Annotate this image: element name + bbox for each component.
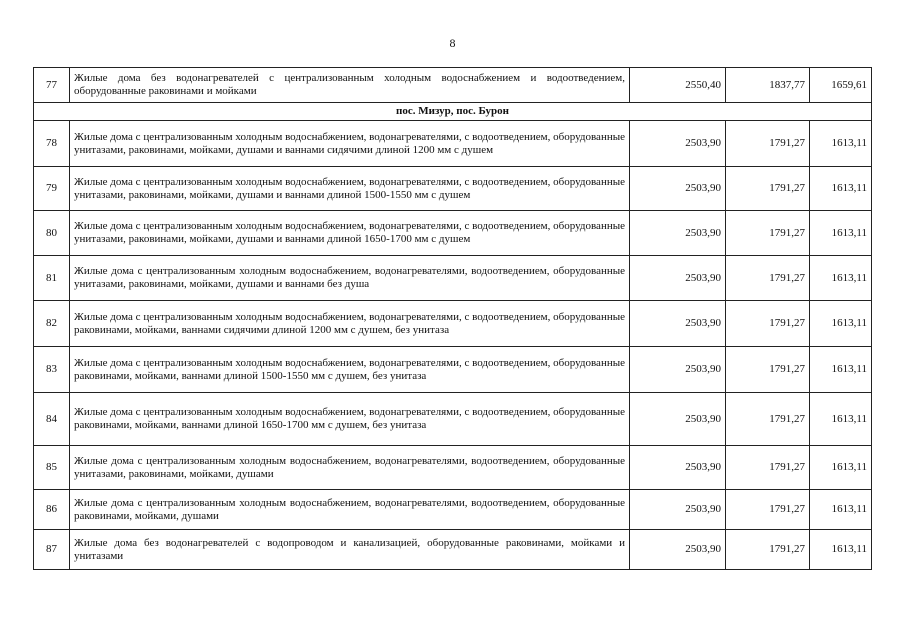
row-value-2: 1791,27 bbox=[726, 167, 810, 211]
row-number: 85 bbox=[34, 446, 70, 490]
row-number: 81 bbox=[34, 256, 70, 301]
row-value-2: 1837,77 bbox=[726, 68, 810, 103]
row-value-3: 1613,11 bbox=[810, 490, 872, 530]
row-description: Жилые дома с централизованным холодным водоснабжением, водонагревателями, с водоотведением, оборудованные унитазами, раковинами, мойками, душами и ваннами длиной 1650-1700 мм с душем bbox=[70, 211, 630, 256]
row-description: Жилые дома с централизованным холодным водоснабжением, водонагревателями, с водоотведением, оборудованные унитазами, раковинами, мойками, душами и ваннами сидячими длиной 1200 мм с душем bbox=[70, 121, 630, 167]
table-row bbox=[34, 68, 872, 103]
row-value-1: 2503,90 bbox=[630, 490, 726, 530]
row-value-3: 1613,11 bbox=[810, 301, 872, 347]
row-value-2: 1791,27 bbox=[726, 121, 810, 167]
row-number: 78 bbox=[34, 121, 70, 167]
row-number: 84 bbox=[34, 393, 70, 446]
row-value-1: 2503,90 bbox=[630, 301, 726, 347]
row-value-1: 2503,90 bbox=[630, 446, 726, 490]
row-value-3: 1613,11 bbox=[810, 256, 872, 301]
table-row bbox=[34, 301, 872, 347]
row-value-2: 1791,27 bbox=[726, 256, 810, 301]
table-row bbox=[34, 530, 872, 570]
row-description: Жилые дома с централизованным холодным водоснабжением, водонагревателями, водоотведением, оборудованные унитазами, раковинами, мойками, душами и ваннами без душа bbox=[70, 256, 630, 301]
row-value-2: 1791,27 bbox=[726, 211, 810, 256]
section-header-row bbox=[34, 103, 872, 121]
row-value-1: 2503,90 bbox=[630, 256, 726, 301]
row-value-1: 2503,90 bbox=[630, 347, 726, 393]
table-row bbox=[34, 256, 872, 301]
table-row bbox=[34, 446, 872, 490]
row-value-3: 1613,11 bbox=[810, 211, 872, 256]
row-value-3: 1613,11 bbox=[810, 446, 872, 490]
row-value-2: 1791,27 bbox=[726, 301, 810, 347]
table-row bbox=[34, 347, 872, 393]
row-description: Жилые дома без водонагревателей с водопроводом и канализацией, оборудованные раковинами, мойками и унитазами bbox=[70, 530, 630, 570]
row-value-3: 1613,11 bbox=[810, 530, 872, 570]
section-title: пос. Мизур, пос. Бурон bbox=[34, 103, 872, 121]
row-number: 82 bbox=[34, 301, 70, 347]
row-number: 79 bbox=[34, 167, 70, 211]
row-value-3: 1659,61 bbox=[810, 68, 872, 103]
table-row bbox=[34, 167, 872, 211]
row-number: 80 bbox=[34, 211, 70, 256]
row-value-1: 2550,40 bbox=[630, 68, 726, 103]
row-number: 87 bbox=[34, 530, 70, 570]
table-row bbox=[34, 490, 872, 530]
table-row bbox=[34, 211, 872, 256]
row-number: 83 bbox=[34, 347, 70, 393]
row-description: Жилые дома с централизованным холодным водоснабжением, водонагревателями, водоотведением, оборудованные раковинами, мойками, душами bbox=[70, 490, 630, 530]
row-value-1: 2503,90 bbox=[630, 121, 726, 167]
row-value-2: 1791,27 bbox=[726, 530, 810, 570]
row-description: Жилые дома с централизованным холодным водоснабжением, водонагревателями, с водоотведением, оборудованные раковинами, мойками, ваннами длиной 1650-1700 мм с душем, без унитаза bbox=[70, 393, 630, 446]
row-number: 77 bbox=[34, 68, 70, 103]
row-value-3: 1613,11 bbox=[810, 167, 872, 211]
row-value-1: 2503,90 bbox=[630, 167, 726, 211]
row-value-3: 1613,11 bbox=[810, 393, 872, 446]
row-value-3: 1613,11 bbox=[810, 347, 872, 393]
page-number: 8 bbox=[449, 36, 456, 50]
row-description: Жилые дома без водонагревателей с централизованным холодным водоснабжением и водоотведением, оборудованные раковинами и мойками bbox=[70, 68, 630, 103]
row-description: Жилые дома с централизованным холодным водоснабжением, водонагревателями, с водоотведением, оборудованные раковинами, мойками, ваннами длиной 1500-1550 мм с душем, без унитаза bbox=[70, 347, 630, 393]
row-value-2: 1791,27 bbox=[726, 347, 810, 393]
row-value-1: 2503,90 bbox=[630, 530, 726, 570]
row-description: Жилые дома с централизованным холодным водоснабжением, водонагревателями, водоотведением, оборудованные унитазами, раковинами, мойками, душами bbox=[70, 446, 630, 490]
row-value-2: 1791,27 bbox=[726, 393, 810, 446]
row-description: Жилые дома с централизованным холодным водоснабжением, водонагревателями, с водоотведением, оборудованные раковинами, мойками, ваннами сидячими длиной 1200 мм с душем, без унитаза bbox=[70, 301, 630, 347]
row-value-3: 1613,11 bbox=[810, 121, 872, 167]
row-value-1: 2503,90 bbox=[630, 393, 726, 446]
table-row bbox=[34, 393, 872, 446]
row-value-2: 1791,27 bbox=[726, 490, 810, 530]
table-row bbox=[34, 121, 872, 167]
tariff-table bbox=[33, 67, 872, 570]
row-value-1: 2503,90 bbox=[630, 211, 726, 256]
row-value-2: 1791,27 bbox=[726, 446, 810, 490]
row-description: Жилые дома с централизованным холодным водоснабжением, водонагревателями, с водоотведением, оборудованные унитазами, раковинами, мойками, душами и ваннами длиной 1500-1550 мм с душем bbox=[70, 167, 630, 211]
row-number: 86 bbox=[34, 490, 70, 530]
